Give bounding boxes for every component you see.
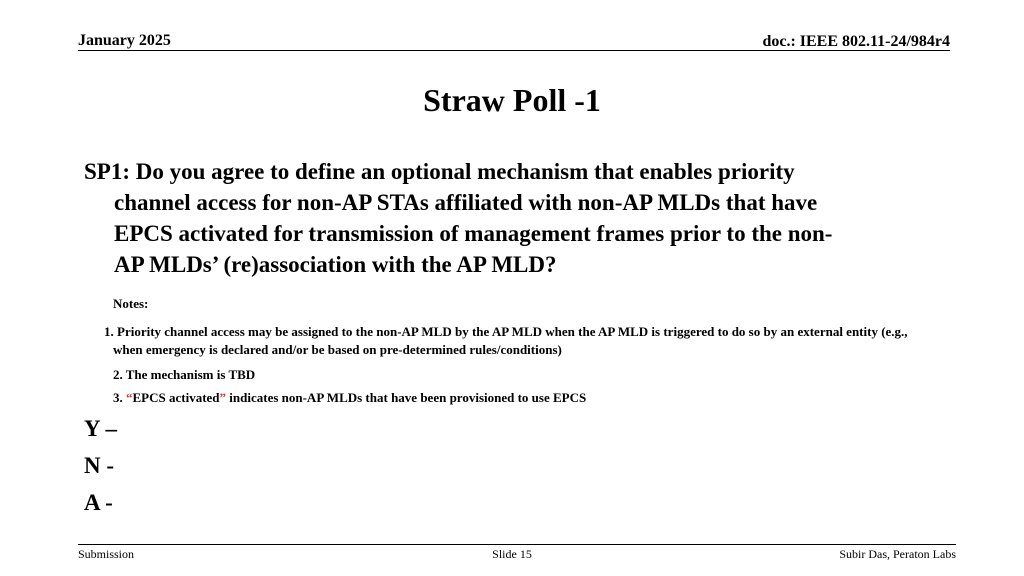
slide-title: Straw Poll -1	[423, 82, 601, 118]
vote-abstain: A -	[84, 490, 113, 515]
question-line-4: AP MLDs’ (re)association with the AP MLD?	[114, 252, 557, 277]
note-3	[113, 390, 586, 406]
notes-label: Notes:	[113, 296, 149, 311]
question-line-1: SP1: Do you agree to define an optional mechanism that enables priority	[84, 159, 795, 184]
note-3-prefix: 3.	[113, 390, 126, 405]
question-line-3: EPCS activated for transmission of management frames prior to the non-	[114, 221, 833, 246]
footer-slide-number: Slide 15	[492, 547, 532, 561]
question-line-2: channel access for non-AP STAs affiliated with non-AP MLDs that have	[114, 190, 818, 215]
note-3-close-quote: ”	[219, 390, 227, 405]
straw-poll-question	[84, 156, 944, 280]
header-doc-id: doc.: IEEE 802.11-24/984r4	[762, 33, 950, 50]
note-2: 2. The mechanism is TBD	[113, 367, 256, 382]
vote-no: N -	[84, 453, 115, 478]
note-1: 1. Priority channel access may be assigned to the non-AP MLD by the AP MLD when the AP MLD is triggered to do so by an external entity (e.g., when emergency is declared and/or be based on pre-determined rules/conditions)	[104, 324, 908, 357]
note-3-open-quote: “	[126, 390, 133, 405]
vote-yes: Y –	[84, 416, 118, 441]
footer-divider	[78, 544, 956, 545]
header-divider	[78, 50, 950, 51]
footer-submission: Submission	[78, 547, 135, 561]
footer-author: Subir Das, Peraton Labs	[839, 547, 956, 561]
note-3-term: EPCS activated	[132, 390, 220, 405]
note-3-rest: indicates non-AP MLDs that have been provisioned to use EPCS	[226, 390, 587, 405]
header-date: January 2025	[78, 32, 171, 49]
